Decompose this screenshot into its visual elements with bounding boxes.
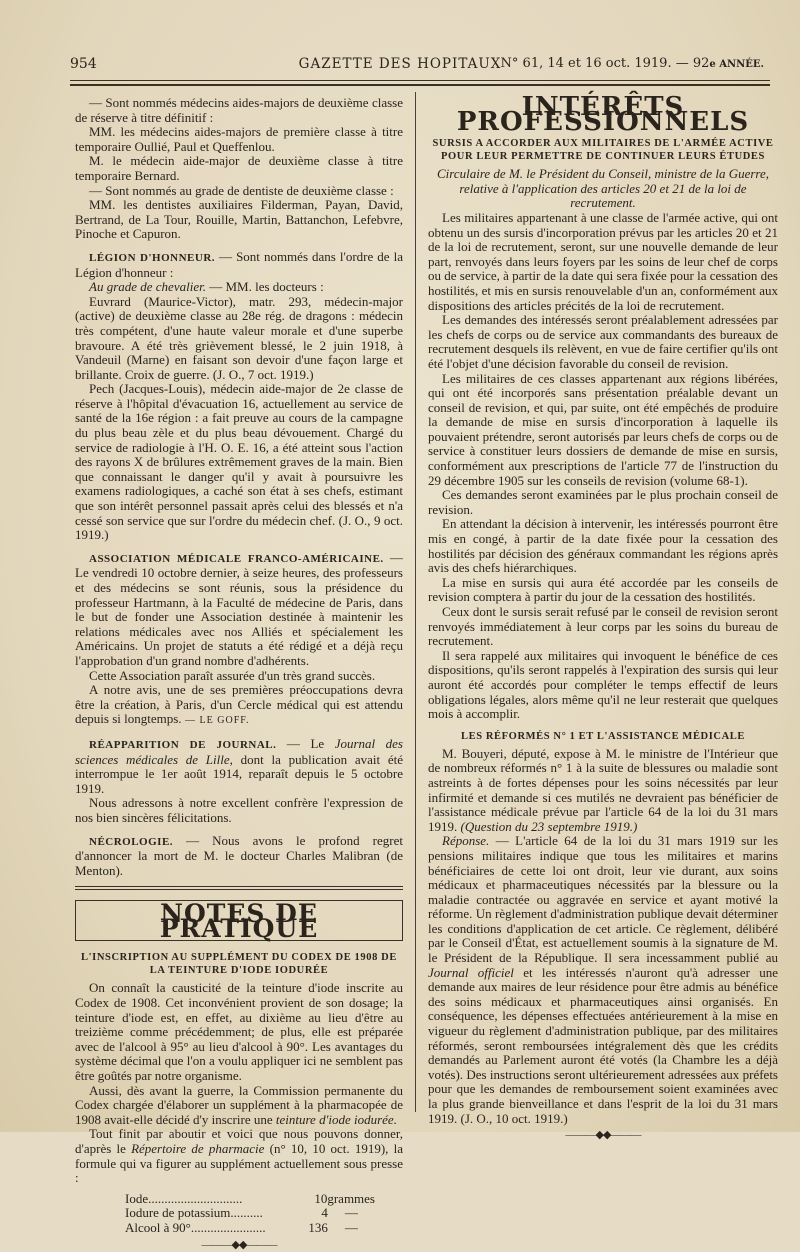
inscription-p2-italic: teinture d'iode iodurée. <box>275 1111 397 1127</box>
right-column <box>428 92 779 1143</box>
association-p2: Cette Association paraît assurée d'un très grand succès. <box>89 667 376 683</box>
formula-row <box>125 1206 375 1221</box>
reformes-question <box>428 747 778 835</box>
necrologie-paragraph <box>75 834 403 879</box>
reformes-question-text: M. Bouyeri, député, expose à M. le ministre de l'Intérieur que de nombreux réformés n° 1 à la suite de blessures ou maladie sont astreints à de fortes dépenses pour les soins nécessités par leur infirmité et demande si ces mutilés ne devraient pas bénéficier de l'assistance médicale prévue par l'article 64 de la loi du 31 mars 1919. <box>428 745 778 834</box>
reponse-journal: Journal officiel <box>428 964 514 980</box>
sursis-subheading: Circulaire de M. le Président du Conseil, ministre de la Guerre, relative à l'application des articles 20 et 21 de la loi de recrutement. <box>436 166 770 211</box>
legion-heading: LÉGION D'HONNEUR. <box>89 251 216 264</box>
inscription-p3-text-a: Tout finit par aboutir et voici que nous pouvons donner, d'après le <box>75 1126 403 1156</box>
sursis-p8: Il sera rappelé aux militaires qui invoquent le bénéfice de ces dispositions, qu'ils seront rappelés à l'expiration des sursis qui leur auront été accordés pour compléter le temps effectif de leurs obligations légales, alors même qu'il ne leur resterait que quelques mois à accomplir. <box>428 647 778 722</box>
association-text: — Le vendredi 10 octobre dernier, à seize heures, des professeurs et des médecins se sont réunis, sous la présidence du professeur Hartmann, à la Faculté de médecine de Paris, dans le but de fonder une Association destinée à maintenir les relations médicales avec nos Alliés et spécialement les Américains. Un projet de statuts a été rédigé et a déjà reçu l'approbation d'un grand nombre d'adhérents. <box>75 549 403 668</box>
section-rule <box>75 886 403 890</box>
issue-text: N° 61, 14 et 16 oct. 1919. — 92 <box>500 56 710 71</box>
association-paragraph <box>75 551 403 669</box>
header-rule-thick <box>70 84 770 86</box>
association-p3-text: A notre avis, une de ses premières préoccupations devra être la création, à Paris, d'un Cercle médical qui est attendu depuis si longtemps. <box>75 682 403 727</box>
association-signature: — LE GOFF. <box>181 715 250 727</box>
formula-ingredient: Iode............................. <box>125 1191 243 1206</box>
formula-quantity: 4 <box>321 1205 328 1221</box>
association-p3 <box>75 683 403 729</box>
sursis-p6: La mise en sursis qui aura été accordée par les conseils de revision comptera à partir du jour de la cessation des hostilités. <box>428 574 778 605</box>
nomination-dentistes-list: MM. les dentistes auxiliaires Filderman, Payan, David, Bertrand, de La Tour, Rouille, Martin, Battanchon, Lefebvre, Pinoche et Capuron. <box>75 197 403 242</box>
legion-grade-line <box>75 280 403 295</box>
sursis-p2: Les demandes des intéressés seront préalablement adressées par les chefs de corps ou de service aux commandants des bureaux de recrutement desquels ils relèvent, en vue de faire certifier qu'ils ont été l'objet d'une décision favorable du conseil de revision. <box>428 312 778 371</box>
left-column <box>75 96 403 1252</box>
formula-quantity: 10 <box>314 1190 328 1206</box>
formula-unit: grammes <box>327 1190 375 1206</box>
reapparition-text-2: dont la publication avait été interrompue le 1er août 1914, reparaît depuis le 5 octobre 1919. <box>75 751 403 796</box>
page-number: 954 <box>70 56 97 72</box>
inscription-heading: L'INSCRIPTION AU SUPPLÉMENT DU CODEX DE 1908 DE LA TEINTURE D'IODE IODURÉE <box>81 952 397 977</box>
sursis-p5: En attendant la décision à intervenir, les intéressés pourront être mis en congé, à partir de la date fixée pour la cessation des hostilités par décision des généraux commandant les régions après avis des chefs hiérarchiques. <box>428 516 778 576</box>
inscription-p2 <box>75 1084 403 1128</box>
legion-grade-after: — MM. les docteurs : <box>205 279 324 295</box>
reformes-heading: LES RÉFORMÉS N° 1 ET L'ASSISTANCE MÉDICALE <box>461 730 745 742</box>
reponse-text-b: et les intéressés n'auront qu'à adresser une demande aux maires de leur résidence pour être admis au bénéfice des soins médicaux et pharmaceutiques ainsi organisés. En conséquence, les dépenses effectuées antérieurement à la mise en vigueur du règlement d'administration publique, par des militaires réformés, seront remboursées intégralement dès que les crédits demandés au Parlement auront été votés (la Chambre les a déjà votés). Des instructions seront ultérieurement adressées aux préfets pour que les demandes de remboursement soient examinées avec la plus grande bienveillance et dans l'esprit de la loi du 31 mars 1919. (J. O., 10 oct. 1919.) <box>428 964 779 1126</box>
header-rule <box>70 80 770 81</box>
citation-pech: Pech (Jacques-Louis), médecin aide-major de 2e classe de réserve à l'hôpital d'évacuation 16, actuellement au service de santé de la 16e région : a fait preuve au cours de la campagne du plus beau zèle et du plus beau dévouement. Chargé du service de radiologie à l'H. O. E. 16, a été atteint sous l'action des rayons X de brûlures extrêmement graves de la main. Bien que connaissant le danger qu'il y avait à poursuivre les examens radiologiques, a caché son état à ses chefs, estimant que son intérêt personnel passait après celui des blessés et n'a cessé son service que sur l'ordre du médecin chef. (J. O., 9 oct. 1919.) <box>75 381 403 543</box>
formula-ingredient: Alcool à 90°....................... <box>125 1220 266 1235</box>
sursis-p7: Ceux dont le sursis serait refusé par le conseil de revision seront renvoyés immédiatement à leur corps par les soins du bureau de recrutement. <box>428 604 778 649</box>
formula-quantity: 136 <box>308 1219 328 1235</box>
legion-paragraph <box>75 250 403 280</box>
inscription-p3 <box>75 1127 403 1185</box>
sursis-heading: SURSIS A ACCORDER AUX MILITAIRES DE L'ARMÉE ACTIVE POUR LEUR PERMETTRE DE CONTINUER LEURS ÉTUDES <box>432 138 774 163</box>
formula-unit: — <box>344 1219 358 1235</box>
paper-title: GAZETTE DES HOPITAUX <box>298 56 502 72</box>
association-heading: ASSOCIATION MÉDICALE FRANCO-AMÉRICAINE. <box>89 552 384 565</box>
reapparition-journal: Journal des sciences médicales de Lille, <box>75 735 403 767</box>
inscription-p1: On connaît la causticité de la teinture d'iode inscrite au Codex de 1908. Cet inconvénient provient de son dosage; la teinture d'iode est, en effet, au dixième au lieu d'être au treizième comme précédemment; de plus, elle est préparée avec de l'alcool à 95° au lieu d'alcool à 90°. Les avantages du système décimal que l'on a voulu appliquer ici ne semblent pas être goûtés par notre organisme. <box>75 980 403 1084</box>
formula-table <box>125 1192 375 1236</box>
reponse-text-a: — L'article 64 de la loi du 31 mars 1919 sur les pensions militaires indique que tous les militaires et marins bénéficiaires de cette loi ont droit, leur vie durant, aux soins médicaux et pharmaceutiques nécessités par la blessure ou la maladie contractée ou aggravée en service et ayant motivé la réforme. Un règlement d'administration publique devait déterminer les conditions d'application de cet article. Ce règlement, délibéré par le Conseil d'État, est actuellement soumis à la signature de M. le Président de la République. Il sera incessamment publié au <box>428 833 778 966</box>
nomination-list-1: MM. les médecins aides-majors de première classe à titre temporaire Oullié, Paul et Queffenlou. <box>75 124 403 154</box>
inscription-p3-italic: Répertoire de pharmacie <box>131 1141 265 1156</box>
interets-professionnels-title: INTÉRÊTS PROFESSIONNELS <box>456 92 750 137</box>
legion-grade: Au grade de chevalier. <box>89 279 206 295</box>
sursis-p1: Les militaires appartenant à une classe de l'armée active, qui ont obtenu un des sursis d'incorporation prévus par les articles 20 et 21 de la loi de recrutement, seront, sur une nouvelle demande de leur part, renvoyés dans leurs foyers par les soins de leur chef de corps ou de service, à partir de la date qui sera fixée pour la cessation des hostilités, et mis en sursis renouvelable d'un an, conformément aux dispositions des articles précités de la loi de recrutement. <box>428 209 778 313</box>
reapparition-heading: RÉAPPARITION DE JOURNAL. <box>89 738 277 751</box>
column-divider <box>415 92 416 1112</box>
sursis-p3: Les militaires de ces classes appartenant aux régions libérées, qui ont été incorporés sans présentation préalable devant un conseil de revision, et qui, par suite, ont été empêchés de produire la demande de mise en sursis d'incorporation à laquelle ils pouvaient prétendre, seront autorisés par leurs chefs de corps ou de service à constituer leurs dossiers de demande de mise en sursis, conformément aux prescriptions de l'article 77 de l'instruction du 29 décembre 1905 sur les conseils de revision (volume 68-1). <box>428 370 778 488</box>
end-flourish: ———◆◆——— <box>565 1129 641 1142</box>
inscription-p2-text: Aussi, dès avant la guerre, la Commission permanente du Codex chargée d'élaborer un supplément à la pharmacopée de 1908 avait-elle décidé d'y inscrire une <box>75 1082 403 1127</box>
formula-ingredient: Iodure de potassium.......... <box>125 1206 263 1221</box>
nomination-dentistes: — Sont nommés au grade de dentiste de deuxième classe : <box>89 182 394 198</box>
reponse-label: Réponse. <box>442 833 490 849</box>
page-header <box>0 56 800 76</box>
notes-de-pratique-title: NOTES DE PRATIQUE <box>75 900 403 941</box>
issue-line <box>501 56 764 71</box>
reformes-reponse <box>428 834 778 1126</box>
legion-text: — Sont nommés dans l'ordre de la Légion d'honneur : <box>75 248 403 280</box>
reformes-question-date: (Question du 23 septembre 1919.) <box>460 818 638 834</box>
reapparition-p2: Nous adressons à notre excellent confrère l'expression de nos bien sincères félicitations. <box>75 795 403 825</box>
sursis-p4: Ces demandes seront examinées par le plus prochain conseil de revision. <box>428 487 778 517</box>
inscription-p3-text-b: (n° 10, 10 oct. 1919), la formule qui va figurer au supplément actuellement sous presse : <box>75 1141 404 1186</box>
formula-unit: — <box>344 1205 358 1221</box>
formula-row <box>125 1221 375 1236</box>
necrologie-text: — Nous avons le profond regret d'annoncer la mort de M. le docteur Charles Malibran (de Menton). <box>75 832 403 878</box>
reapparition-text-1: — Le <box>276 735 335 751</box>
nomination-aides-majors: — Sont nommés médecins aides-majors de deuxième classe de réserve à titre définitif : <box>75 95 403 125</box>
nomination-list-2: M. le médecin aide-major de deuxième classe à titre temporaire Bernard. <box>75 153 403 183</box>
citation-euvrard: Euvrard (Maurice-Victor), matr. 293, médecin-major (active) de deuxième classe au 28e rég. de dragons : médecin très compétent, d'une haute valeur morale et d'une superbe bravoure. A été très grièvement blessé, le 2 juin 1918, à Vandeuil (Marne) en faisant son devoir d'une façon large et brillante. Croix de guerre. (J. O., 7 oct. 1919.) <box>75 293 403 382</box>
reapparition-paragraph <box>75 737 403 796</box>
end-flourish: ———◆◆——— <box>201 1238 277 1251</box>
necrologie-heading: NÉCROLOGIE. <box>89 835 174 848</box>
issue-suffix: e ANNÉE. <box>709 59 764 70</box>
formula-row <box>125 1192 375 1207</box>
